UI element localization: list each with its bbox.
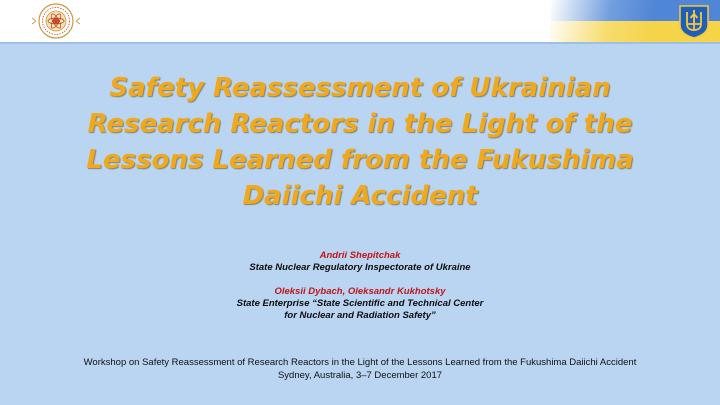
slide-title: Safety Reassessment of Ukrainian Research Reactors in the Light of the Lessons Learned from the Fukushima Daiichi Accident: [86, 73, 634, 211]
event-name: Workshop on Safety Reassessment of Research Reactors in the Light of the Lessons Learned from the Fukushima Daiichi Accident: [83, 357, 637, 368]
author-organization: State Enterprise “State Scientific and Technical Center: [236, 298, 484, 309]
header-divider: [0, 42, 720, 44]
author-organization: State Nuclear Regulatory Inspectorate of Ukraine: [249, 262, 471, 273]
event-footer: [40, 356, 680, 382]
author-organization-continued: for Nuclear and Radiation Safety”: [284, 310, 436, 321]
event-place-date: Sydney, Australia, 3–7 December 2017: [277, 370, 443, 381]
author-name: Oleksii Dybach, Oleksandr Kukhotsky: [274, 286, 446, 297]
ssc-nrs-emblem-logo: [28, 2, 84, 40]
ukraine-trident-coat-of-arms: [676, 3, 712, 39]
header-band: [0, 0, 720, 42]
author-name: Andrii Shepitchak: [319, 250, 401, 261]
author-block-2: [160, 286, 560, 322]
author-block-1: [160, 250, 560, 274]
